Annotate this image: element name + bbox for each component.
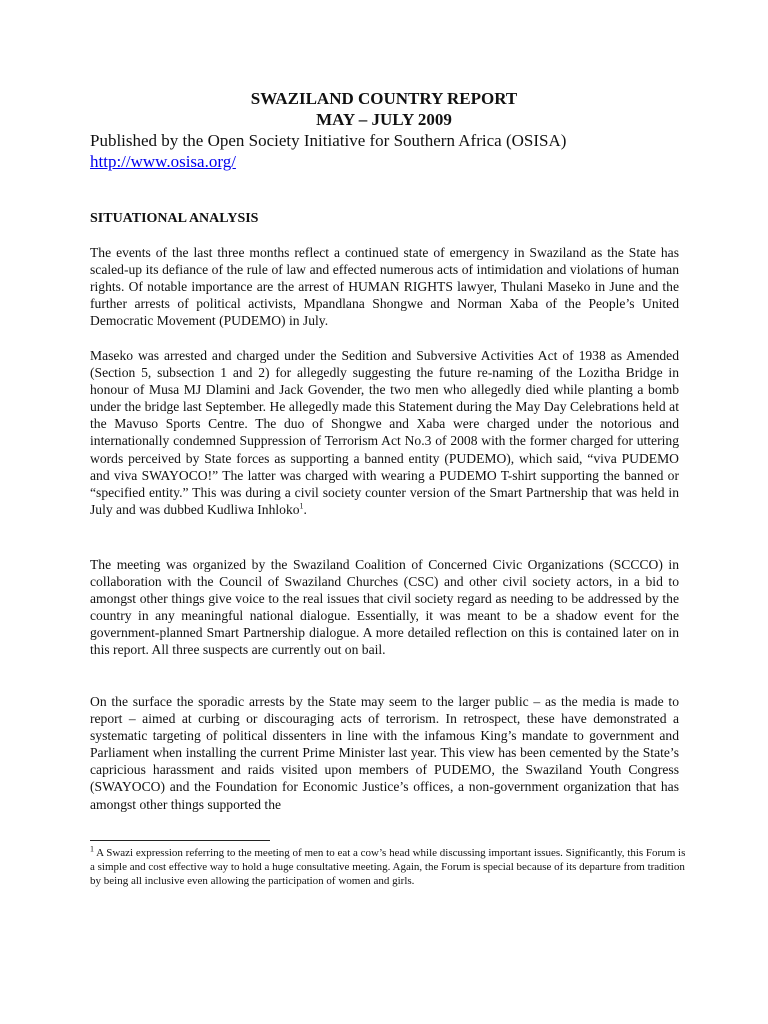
publisher-line: Published by the Open Society Initiative for Southern Africa (OSISA): [90, 131, 567, 150]
report-title: SWAZILAND COUNTRY REPORT: [250, 89, 518, 108]
paragraph-2-text: Maseko was arrested and charged under the Sedition and Subversive Activities Act of 1938 as Amended (Section 5, subsection 1 and 2) for allegedly suggesting the future re-naming of the Lozitha Bridge in honour of Musa MJ Dlamini and Jack Govender, the two men who allegedly died while planting a bomb under the bridge last September. He allegedly made this Statement during the May Day Celebrations held at the Mavuso Sports Centre. The duo of Shongwe and Xaba were charged under the notorious and internationally condemned Suppression of Terrorism Act No.3 of 2008 with the former charged for uttering words perceived by State forces as supporting a banned entity (PUDEMO), which said, “viva PUDEMO and viva SWAYOCO!” The latter was charged with wearing a PUDEMO T-shirt supporting the banned or “specified entity.” This was during a civil society counter version of the Smart Partnership that was held in July and was dubbed Kudliwa Inhloko: [90, 348, 679, 517]
paragraph-3: The meeting was organized by the Swaziland Coalition of Concerned Civic Organizations (SCCCO) in collaboration with the Council of Swaziland Churches (CSC) and other civil society actors, in a bid to amongst other things give voice to the real issues that civil society regard as needing to be addressed by the country in any meaningful national dialogue. Essentially, it was meant to be a shadow event for the government-planned Smart Partnership dialogue. A more detailed reflection on this is contained later on in this report. All three suspects are currently out on bail.: [90, 557, 679, 658]
footnote-ref-1: 1: [299, 501, 304, 511]
osisa-link[interactable]: http://www.osisa.org/: [90, 152, 236, 171]
paragraph-4: On the surface the sporadic arrests by the State may seem to the larger public – as the media is made to report – aimed at curbing or discouraging acts of terrorism. In retrospect, these have demonstrated a systematic targeting of political dissenters in line with the infamous King’s mandate to government and Parliament when installing the current Prime Minister last year. This view has been cemented by the State’s capricious harassment and raids visited upon members of PUDEMO, the Swaziland Youth Congress (SWAYOCO) and the Foundation for Economic Justice’s offices, a non-government organization that has amongst other things supported the: [90, 694, 679, 812]
footnote-divider: [90, 840, 270, 841]
footnote-marker: 1: [90, 844, 94, 854]
paragraph-2: [90, 347, 679, 518]
report-period: MAY – JULY 2009: [316, 110, 452, 129]
paragraph-1: The events of the last three months reflect a continued state of emergency in Swaziland as the State has scaled-up its defiance of the rule of law and effected numerous acts of intimidation and violations of human rights. Of notable importance are the arrest of HUMAN RIGHTS lawyer, Thulani Maseko in June and the further arrests of political activists, Mpandlana Shongwe and Norman Xaba of the People’s United Democratic Movement (PUDEMO) in July.: [90, 245, 679, 329]
section-heading: SITUATIONAL ANALYSIS: [90, 211, 259, 226]
footnote: [90, 846, 690, 888]
paragraph-2-end: .: [303, 501, 307, 517]
footnote-text: A Swazi expression referring to the meeting of men to eat a cow’s head while discussing important issues. Significantly, this Forum is a simple and cost effective way to hold a huge consultative meeting. Again, the Forum is special because of its departure from tradition by being all inclusive even allowing the participation of women and girls.: [90, 847, 686, 887]
